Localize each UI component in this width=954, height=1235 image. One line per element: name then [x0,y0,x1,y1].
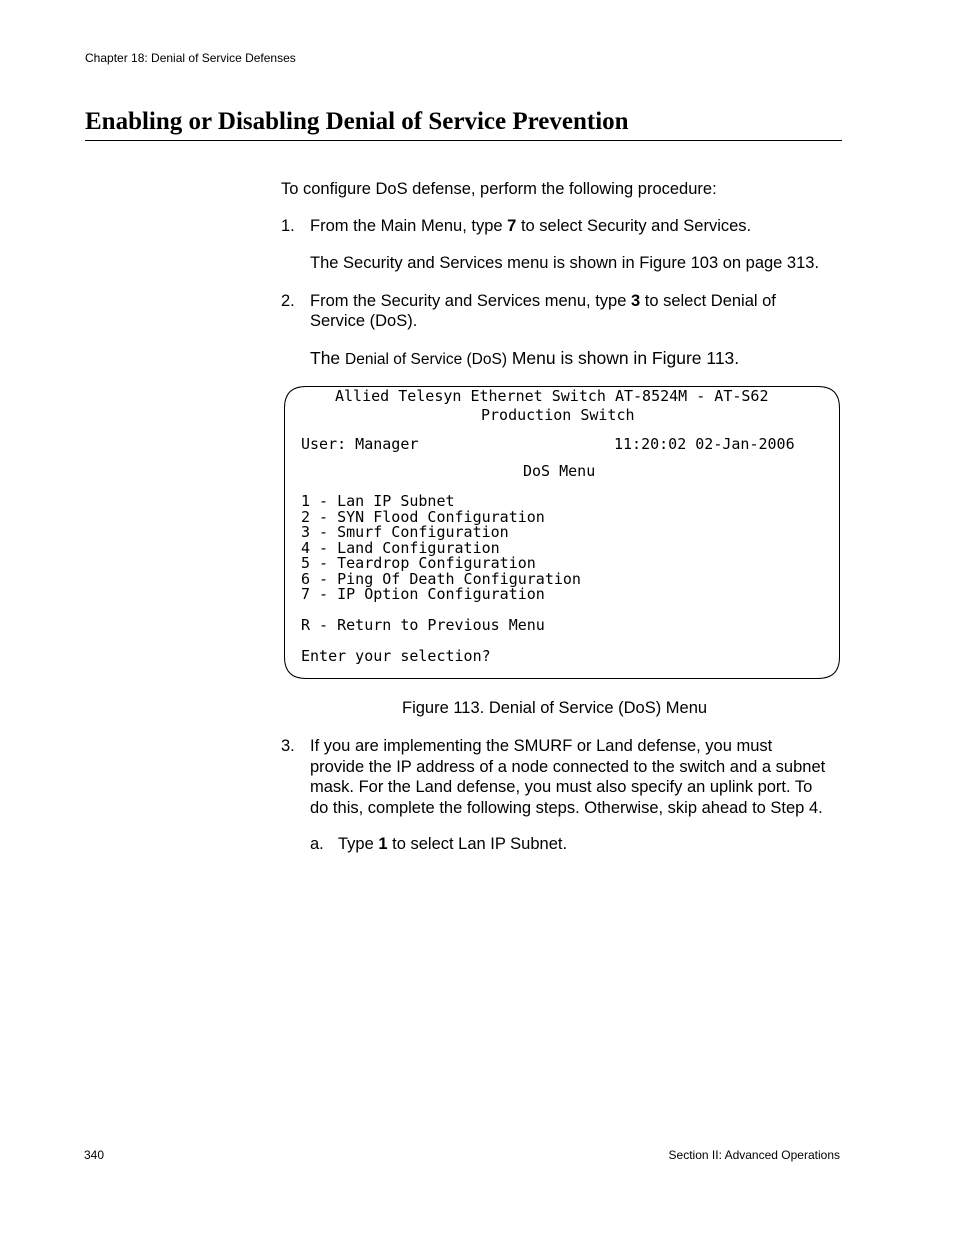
terminal-datetime: 11:20:02 02-Jan-2006 [614,435,795,453]
terminal-menu-item: 4 - Land Configuration [301,538,500,557]
step-1-key: 7 [507,217,517,235]
substep-a-text: Type 1 to select Lan IP Subnet. [338,835,568,853]
terminal-return-item: R - Return to Previous Menu [301,616,545,634]
substep-a-label: a. [310,835,324,853]
figure-caption: Figure 113. Denial of Service (DoS) Menu [402,699,708,717]
substep-a-key: 1 [378,835,388,853]
step-3-line: do this, complete the following steps. Otherwise, skip ahead to Step 4. [310,798,823,817]
terminal-prompt: Enter your selection? [301,647,491,665]
step-2-key: 3 [630,292,641,310]
step-2-text: From the Security and Services menu, type 3 to select Denial of [310,292,776,310]
terminal-menu-item: 1 - Lan IP Subnet [301,492,455,510]
page-number: 340 [84,1148,105,1162]
terminal-menu-item: 7 - IP Option Configuration [301,585,545,603]
step-3-number: 3. [281,737,295,755]
step-2-text-line2: Service (DoS). [310,312,418,330]
terminal-menu-item: 2 - SYN Flood Configuration [301,507,545,526]
terminal-menu-title: DoS Menu [523,462,596,480]
terminal-title-line1: Allied Telesyn Ethernet Switch AT-8524M - AT-S62 [335,387,769,405]
terminal-title-line2: Production Switch [481,406,635,424]
step-2-note: The Denial of Service (DoS) Menu is shown in Figure 113. [310,348,740,368]
intro-paragraph: To configure DoS defense, perform the following procedure: [281,180,717,198]
step-3-line: provide the IP address of a node connected to the switch and a subnet [310,757,826,776]
step-3-line: If you are implementing the SMURF or Land defense, you must [310,737,773,755]
running-footer: Section II: Advanced Operations [668,1148,840,1162]
running-header: Chapter 18: Denial of Service Defenses [85,51,296,65]
terminal-menu-item: 3 - Smurf Configuration [301,523,509,541]
step-1-note: The Security and Services menu is shown in Figure 103 on page 313. [310,254,820,272]
step-3-line: mask. For the Land defense, you must also specify an uplink port. To [310,778,813,796]
step-2-number: 2. [281,292,295,310]
terminal-screen-figure [284,386,840,679]
terminal-menu-item: 5 - Teardrop Configuration [301,554,536,572]
terminal-menu-item: 6 - Ping Of Death Configuration [301,569,581,588]
step-1-number: 1. [281,217,295,235]
terminal-user: User: Manager [301,435,419,453]
section-title: Enabling or Disabling Denial of Service Prevention [85,107,842,141]
step-1-text: From the Main Menu, type 7 to select Security and Services. [310,217,752,235]
